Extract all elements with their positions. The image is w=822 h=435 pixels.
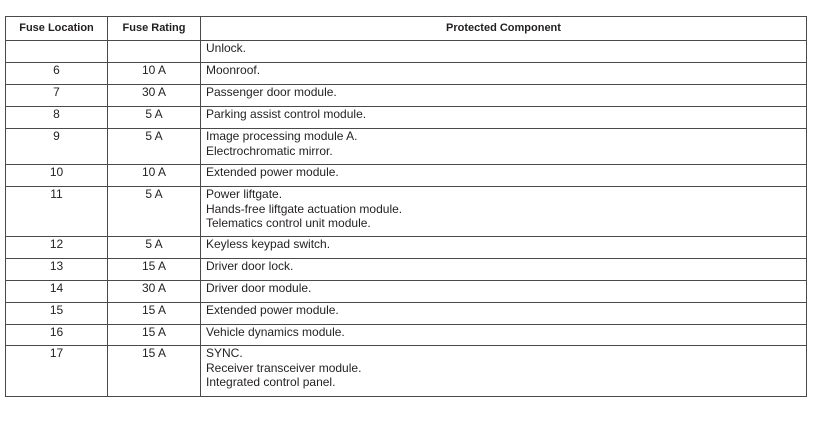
table-row: [6, 303, 807, 325]
fuse-rating-cell: 5 A: [108, 237, 201, 259]
fuse-table: [5, 16, 807, 397]
component-line: SYNC.: [206, 346, 243, 360]
component-line: Driver door lock.: [206, 259, 294, 273]
fuse-location-cell: 14: [6, 281, 108, 303]
fuse-rating-cell: 30 A: [108, 85, 201, 107]
fuse-rating-cell: 30 A: [108, 281, 201, 303]
protected-component-cell: [201, 325, 807, 346]
protected-component-cell: [201, 346, 807, 397]
table-row: [6, 259, 807, 281]
component-line: Parking assist control module.: [206, 107, 367, 121]
fuse-rating-cell: 10 A: [108, 63, 201, 85]
fuse-rating-cell: [108, 41, 201, 63]
table-row: [6, 346, 807, 397]
fuse-location-cell: 16: [6, 325, 108, 346]
fuse-location-cell: 8: [6, 107, 108, 129]
component-line: Hands-free liftgate actuation module.: [206, 201, 403, 216]
component-line: Keyless keypad switch.: [206, 237, 331, 251]
table-row: [6, 237, 807, 259]
table-row: [6, 85, 807, 107]
component-line: Vehicle dynamics module.: [206, 325, 345, 339]
protected-component-cell: [201, 85, 807, 107]
component-line: Extended power module.: [206, 165, 339, 179]
table-body: [6, 41, 807, 397]
protected-component-cell: [201, 187, 807, 237]
component-line: Electrochromatic mirror.: [206, 143, 333, 158]
component-line: Receiver transceiver module.: [206, 360, 362, 375]
table-row: [6, 63, 807, 85]
fuse-rating-cell: 15 A: [108, 259, 201, 281]
table-row: [6, 107, 807, 129]
protected-component-cell: [201, 259, 807, 281]
fuse-location-cell: 12: [6, 237, 108, 259]
header-row: [6, 17, 807, 41]
protected-component-cell: [201, 107, 807, 129]
protected-component-cell: [201, 63, 807, 85]
header-protected-component: Protected Component: [201, 17, 807, 41]
component-line: Passenger door module.: [206, 85, 337, 99]
header-fuse-location: Fuse Location: [6, 17, 108, 41]
component-line: Telematics control unit module.: [206, 216, 371, 230]
fuse-location-cell: 15: [6, 303, 108, 325]
fuse-rating-cell: 5 A: [108, 187, 201, 237]
component-line: Moonroof.: [206, 63, 261, 77]
protected-component-cell: [201, 303, 807, 325]
fuse-location-cell: 13: [6, 259, 108, 281]
fuse-location-cell: 11: [6, 187, 108, 237]
component-line: Unlock.: [206, 41, 247, 55]
component-line: Extended power module.: [206, 303, 339, 317]
header-fuse-rating: Fuse Rating: [108, 17, 201, 41]
protected-component-cell: [201, 165, 807, 187]
component-line: Driver door module.: [206, 281, 312, 295]
fuse-rating-cell: 10 A: [108, 165, 201, 187]
table-row: [6, 281, 807, 303]
fuse-location-cell: 10: [6, 165, 108, 187]
table-row: [6, 325, 807, 346]
protected-component-cell: [201, 41, 807, 63]
fuse-rating-cell: 15 A: [108, 346, 201, 397]
component-line: Image processing module A.: [206, 129, 358, 143]
fuse-location-cell: 17: [6, 346, 108, 397]
fuse-location-cell: 9: [6, 129, 108, 165]
table-row: [6, 187, 807, 237]
table-row: [6, 41, 807, 63]
table-row: [6, 129, 807, 165]
component-line: Integrated control panel.: [206, 375, 336, 389]
protected-component-cell: [201, 237, 807, 259]
fuse-location-cell: [6, 41, 108, 63]
protected-component-cell: [201, 281, 807, 303]
fuse-location-cell: 6: [6, 63, 108, 85]
component-line: Power liftgate.: [206, 187, 283, 201]
fuse-rating-cell: 5 A: [108, 129, 201, 165]
fuse-rating-cell: 15 A: [108, 303, 201, 325]
protected-component-cell: [201, 129, 807, 165]
fuse-rating-cell: 15 A: [108, 325, 201, 346]
fuse-rating-cell: 5 A: [108, 107, 201, 129]
table-row: [6, 165, 807, 187]
fuse-location-cell: 7: [6, 85, 108, 107]
